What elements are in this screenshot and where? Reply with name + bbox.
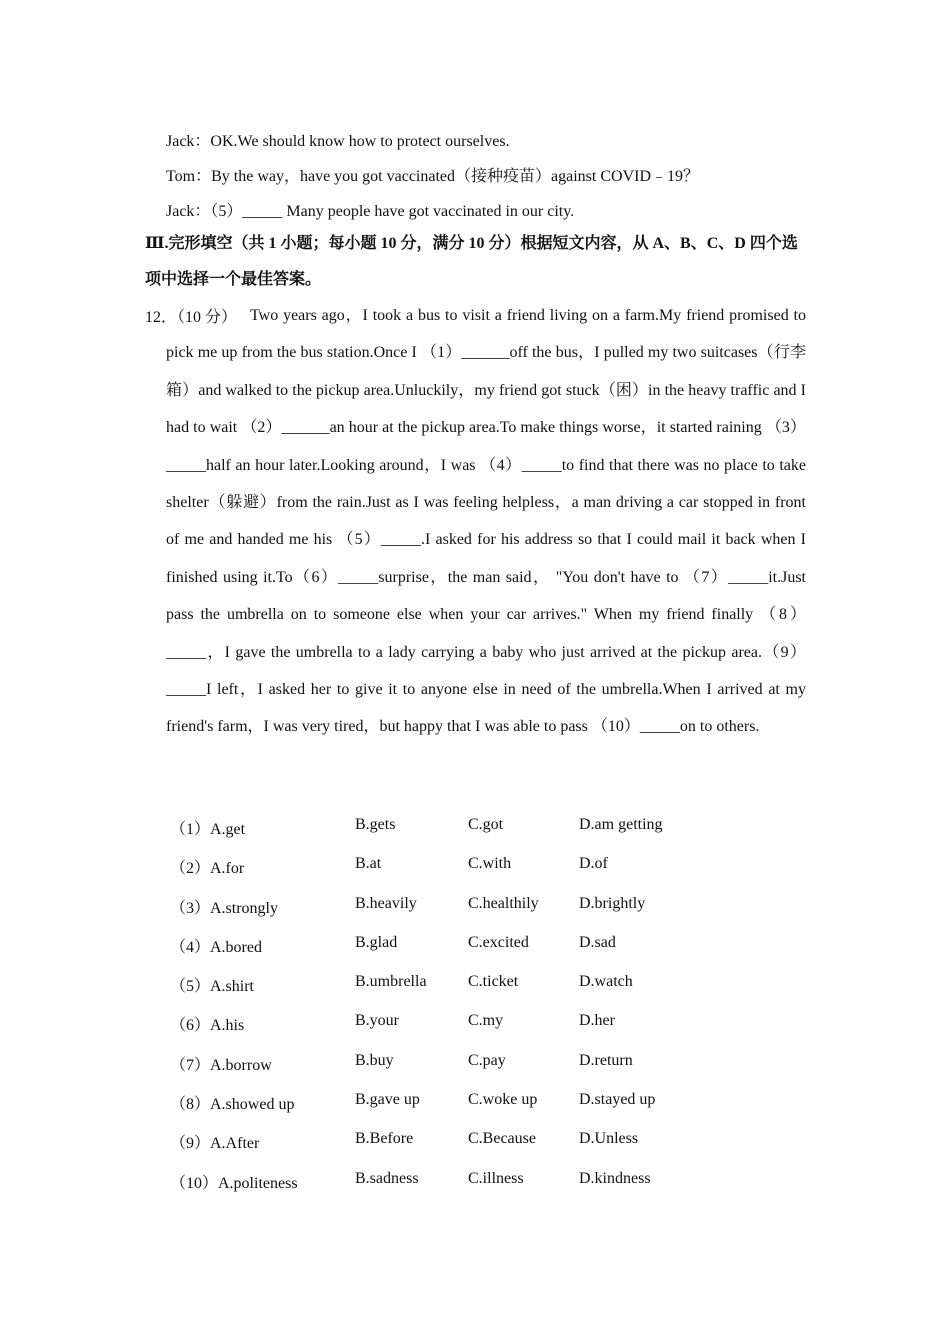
option-c: C.Because — [468, 1130, 536, 1148]
option-d: D.brightly — [579, 894, 646, 912]
option-b: B.Before — [355, 1130, 414, 1148]
option-b: B.gets — [355, 816, 396, 833]
option-d: D.Unless — [579, 1130, 639, 1148]
section-heading: Ⅲ.完形填空（共 1 小题；每小题 10 分，满分 10 分）根据短文内容，从 A、B、C、D 四个选项中选择一个最佳答案。 — [145, 235, 798, 288]
option-b: B.heavily — [355, 894, 417, 912]
option-d: D.sad — [579, 933, 616, 951]
passage-text: Two years ago，I took a bus to visit a friend living on a farm.My friend promised to pick me up from the bus station.Once I （1）______off the bus，I pulled my two suitcases（行李箱）and walked to the pickup area.Unluckily，my friend got stuck（困）in the heavy traffic and I had to wait （2）______an hour at the pickup area.To make things worse，it started raining （3）_____half an hour later.Looking around，I was （4）_____to find that there was no place to take shelter（躲避）from the rain.Just as I was feeling helpless，a man driving a car stopped in front of me and handed me his （5）_____.I asked for his address so that I could mail it back when I finished using it.To（6）_____surprise，the man said， "You don't have to （7）_____it.Just pass the umbrella on to someone else when your car arrives." When my friend finally （8）_____，I gave the umbrella to a lady carrying a baby who just arrived at the pickup area.（9）_____I left，I asked her to give it to anyone else in need of the umbrella.When I arrived at my friend's farm，I was very tired，but happy that I was able to pass （10）_____on to others. — [166, 307, 807, 736]
cloze-passage — [166, 297, 806, 746]
option-d: D.her — [579, 1012, 615, 1030]
option-a: （4）A.bored — [170, 938, 262, 956]
option-c: C.excited — [468, 933, 529, 951]
option-c: C.illness — [468, 1169, 524, 1187]
option-b: B.sadness — [355, 1169, 419, 1187]
option-a: （9）A.After — [170, 1135, 260, 1153]
option-d: D.watch — [579, 973, 633, 991]
option-b: B.gave up — [355, 1091, 420, 1109]
option-a: （10）A.politeness — [170, 1174, 298, 1192]
dialog-line-tom: Tom：By the way，have you got vaccinated（接种疫苗）against COVID﹣19？ — [166, 168, 700, 185]
option-d: D.stayed up — [579, 1091, 656, 1109]
option-b: B.buy — [355, 1051, 394, 1069]
option-c: C.with — [468, 855, 512, 873]
question-number: 12．（10 分） — [145, 309, 238, 326]
option-b: B.umbrella — [355, 973, 427, 991]
option-a: （2）A.for — [170, 860, 245, 878]
option-c: C.my — [468, 1012, 504, 1030]
option-d: D.of — [579, 855, 608, 873]
option-a: （5）A.shirt — [170, 978, 255, 996]
option-b: B.at — [355, 855, 382, 873]
option-a: （6）A.his — [170, 1017, 245, 1035]
option-c: C.got — [468, 816, 504, 833]
option-a: （1）A.get — [170, 821, 246, 838]
option-d: D.am getting — [579, 816, 663, 833]
option-a: （7）A.borrow — [170, 1056, 272, 1074]
option-c: C.woke up — [468, 1091, 538, 1109]
option-d: D.return — [579, 1051, 633, 1069]
option-c: C.healthily — [468, 894, 539, 912]
option-b: B.glad — [355, 933, 398, 951]
option-b: B.your — [355, 1012, 399, 1030]
option-c: C.ticket — [468, 973, 519, 991]
option-c: C.pay — [468, 1051, 506, 1069]
option-d: D.kindness — [579, 1169, 651, 1187]
dialog-line-jack-2: Jack：（5）_____ Many people have got vaccinated in our city. — [166, 203, 575, 220]
option-a: （3）A.strongly — [170, 899, 279, 917]
dialog-line-jack-1: Jack：OK.We should know how to protect ourselves. — [166, 133, 510, 150]
option-a: （8）A.showed up — [170, 1096, 295, 1114]
